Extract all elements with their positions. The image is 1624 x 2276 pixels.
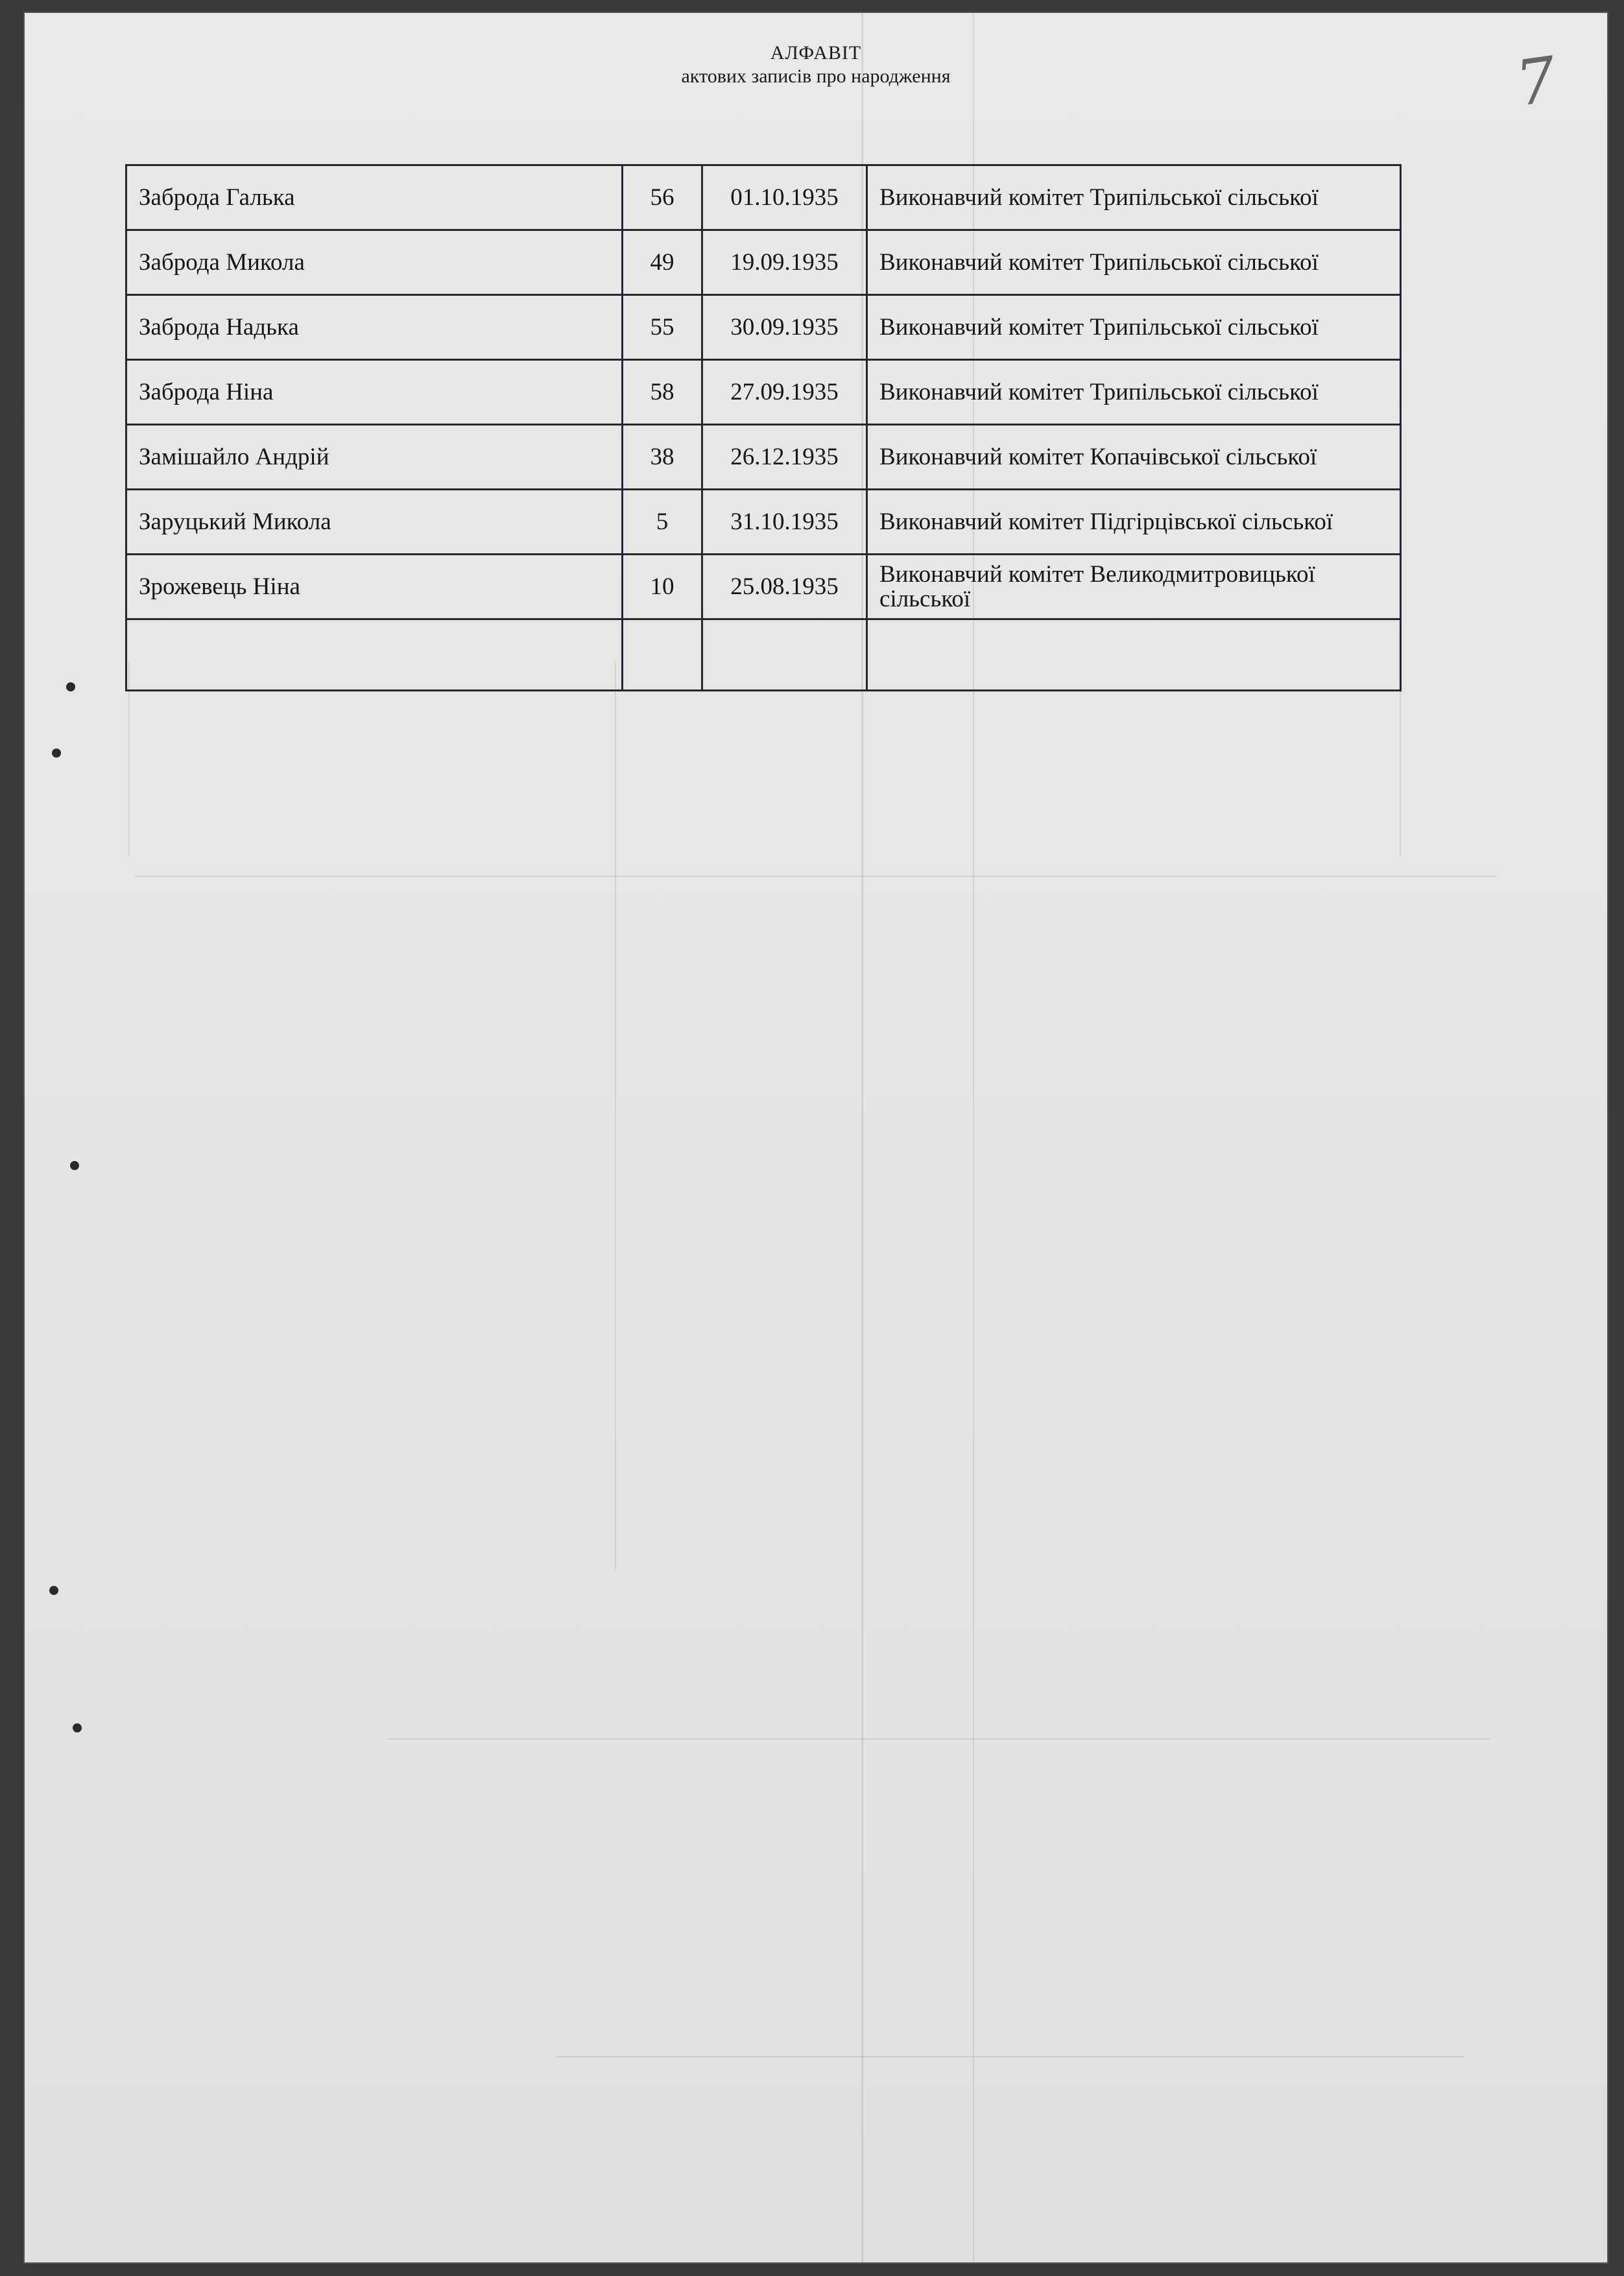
record-name-cell: Зрожевець Ніна (126, 555, 623, 619)
record-number-cell: 56 (623, 165, 702, 230)
document-page (25, 13, 1607, 2262)
record-name-cell: Заброда Галька (126, 165, 623, 230)
record-number-cell: 58 (623, 360, 702, 425)
record-registry-body-cell: Виконавчий комітет Трипільської сільської (867, 230, 1401, 295)
record-date-cell: 19.09.1935 (702, 230, 867, 295)
table-row (126, 490, 1401, 555)
record-number-cell: 49 (623, 230, 702, 295)
record-date-cell: 01.10.1935 (702, 165, 867, 230)
record-date-cell: 30.09.1935 (702, 295, 867, 360)
record-date-cell: 25.08.1935 (702, 555, 867, 619)
record-name-cell: Замішайло Андрій (126, 425, 623, 490)
record-name-cell: Заброда Микола (126, 230, 623, 295)
handwritten-page-number: 7 (1511, 43, 1561, 121)
table-row (126, 295, 1401, 360)
records-table (125, 164, 1402, 691)
record-date-cell: 27.09.1935 (702, 360, 867, 425)
record-registry-body-cell: Виконавчий комітет Трипільської сільської (867, 165, 1401, 230)
punch-hole (52, 749, 61, 758)
record-name-cell: Заброда Надька (126, 295, 623, 360)
punch-hole (73, 1723, 82, 1732)
record-number-cell: 10 (623, 555, 702, 619)
record-registry-body-cell: Виконавчий комітет Підгірцівської сільської (867, 490, 1401, 555)
record-registry-body-cell (867, 619, 1401, 691)
record-number-cell: 38 (623, 425, 702, 490)
document-subtitle: актових записів про народження (681, 66, 951, 87)
record-registry-body-cell: Виконавчий комітет Трипільської сільської (867, 360, 1401, 425)
record-registry-body-cell: Виконавчий комітет Великодмитровицької сільської (867, 555, 1401, 619)
record-date-cell: 26.12.1935 (702, 425, 867, 490)
record-registry-body-cell: Виконавчий комітет Трипільської сільської (867, 295, 1401, 360)
document-header (25, 42, 1607, 88)
table-row (126, 360, 1401, 425)
document-title: АЛФАВІТ (770, 42, 862, 64)
record-number-cell: 5 (623, 490, 702, 555)
table-row (126, 555, 1401, 619)
punch-hole (70, 1161, 79, 1170)
table-row (126, 230, 1401, 295)
record-number-cell: 55 (623, 295, 702, 360)
record-date-cell (702, 619, 867, 691)
table-row (126, 425, 1401, 490)
table-row (126, 165, 1401, 230)
table-row (126, 619, 1401, 691)
punch-hole (49, 1586, 58, 1595)
record-name-cell: Заброда Ніна (126, 360, 623, 425)
record-date-cell: 31.10.1935 (702, 490, 867, 555)
record-name-cell: Заруцький Микола (126, 490, 623, 555)
punch-hole (66, 682, 75, 691)
record-number-cell (623, 619, 702, 691)
record-name-cell (126, 619, 623, 691)
record-registry-body-cell: Виконавчий комітет Копачівської сільської (867, 425, 1401, 490)
